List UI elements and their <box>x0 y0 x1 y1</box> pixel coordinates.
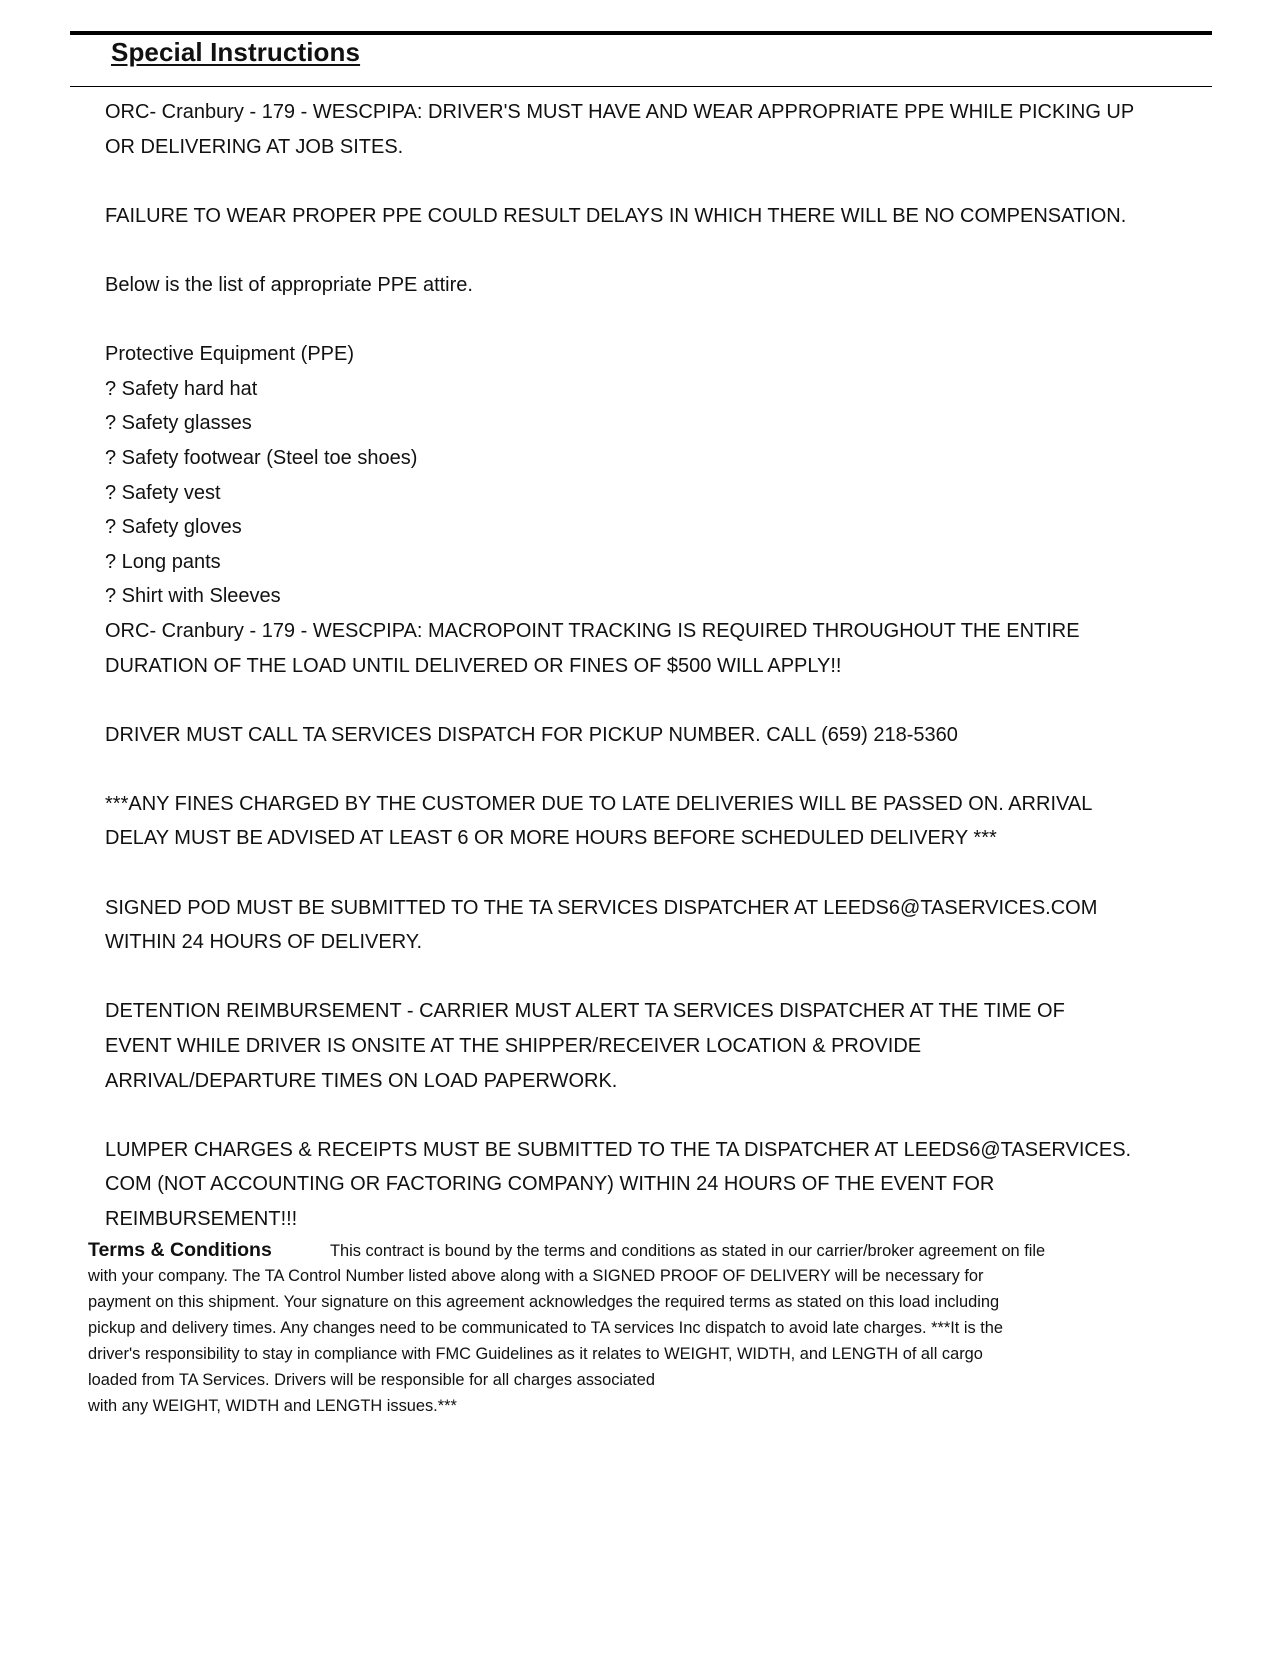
ppe-list-item: ? Safety footwear (Steel toe shoes) <box>105 446 418 469</box>
terms-and-conditions <box>88 1237 1188 1419</box>
instruction-line <box>105 856 1225 891</box>
ppe-list-item: ? Safety glasses <box>105 412 252 435</box>
terms-text-line: driver's responsibility to stay in compliance with FMC Guidelines as it relates to WEIGHT, WIDTH, and LENGTH of all cargo <box>88 1345 983 1363</box>
terms-text-line: with your company. The TA Control Number listed above along with a SIGNED PROOF OF DELIVERY will be necessary for <box>88 1267 984 1285</box>
instruction-line: EVENT WHILE DRIVER IS ONSITE AT THE SHIPPER/RECEIVER LOCATION & PROVIDE <box>105 1035 922 1058</box>
terms-text-line: payment on this shipment. Your signature on this agreement acknowledges the required terms as stated on this load including <box>88 1293 1000 1311</box>
instruction-line: ORC- Cranbury - 179 - WESCPIPA: MACROPOINT TRACKING IS REQUIRED THROUGHOUT THE ENTIRE <box>105 619 1080 642</box>
instruction-line: COM (NOT ACCOUNTING OR FACTORING COMPANY) WITHIN 24 HOURS OF THE EVENT FOR <box>105 1173 995 1196</box>
instruction-line: WITHIN 24 HOURS OF DELIVERY. <box>105 931 423 954</box>
instruction-line <box>105 233 1225 268</box>
terms-text-line: pickup and delivery times. Any changes need to be communicated to TA services Inc dispatch to avoid late charges. ***It is the <box>88 1319 1004 1337</box>
instruction-line: DETENTION REIMBURSEMENT - CARRIER MUST ALERT TA SERVICES DISPATCHER AT THE TIME OF <box>105 1000 1065 1023</box>
instruction-line: LUMPER CHARGES & RECEIPTS MUST BE SUBMITTED TO THE TA DISPATCHER AT LEEDS6@TASERVICES. <box>105 1138 1132 1161</box>
instruction-line: FAILURE TO WEAR PROPER PPE COULD RESULT DELAYS IN WHICH THERE WILL BE NO COMPENSATION. <box>105 204 1127 227</box>
instruction-line: DURATION OF THE LOAD UNTIL DELIVERED OR FINES OF $500 WILL APPLY!! <box>105 654 842 677</box>
instruction-line <box>105 1098 1225 1133</box>
ppe-list-item: ? Long pants <box>105 550 221 573</box>
instruction-line: SIGNED POD MUST BE SUBMITTED TO THE TA SERVICES DISPATCHER AT LEEDS6@TASERVICES.COM <box>105 896 1098 919</box>
instruction-line: DELAY MUST BE ADVISED AT LEAST 6 OR MORE HOURS BEFORE SCHEDULED DELIVERY *** <box>105 827 997 850</box>
instruction-line: REIMBURSEMENT!!! <box>105 1208 298 1230</box>
instruction-line: Protective Equipment (PPE) <box>105 343 354 366</box>
ppe-list-item: ? Safety vest <box>105 481 221 504</box>
instruction-line: DRIVER MUST CALL TA SERVICES DISPATCH FOR PICKUP NUMBER. CALL (659) 218-5360 <box>105 723 958 746</box>
instruction-line: Below is the list of appropriate PPE attire. <box>105 273 473 296</box>
instruction-line: ARRIVAL/DEPARTURE TIMES ON LOAD PAPERWORK. <box>105 1069 618 1092</box>
terms-first-line <box>88 1237 1188 1263</box>
section-title: Special Instructions <box>111 37 361 67</box>
instruction-line: ***ANY FINES CHARGED BY THE CUSTOMER DUE TO LATE DELIVERIES WILL BE PASSED ON. ARRIVAL <box>105 792 1093 815</box>
instruction-line: ORC- Cranbury - 179 - WESCPIPA: DRIVER'S MUST HAVE AND WEAR APPROPRIATE PPE WHILE PICKING UP <box>105 101 1135 123</box>
instruction-line <box>105 683 1225 718</box>
instruction-line <box>105 303 1225 338</box>
ppe-list-item: ? Safety hard hat <box>105 377 258 400</box>
terms-title: Terms & Conditions <box>88 1239 272 1261</box>
instruction-line <box>105 960 1225 995</box>
special-instructions-body <box>105 95 1225 1237</box>
instruction-line <box>105 752 1225 787</box>
terms-text: This contract is bound by the terms and conditions as stated in our carrier/broker agreement on file <box>330 1242 1046 1260</box>
title-divider <box>70 86 1212 87</box>
terms-text-line: loaded from TA Services. Drivers will be responsible for all charges associated <box>88 1371 655 1389</box>
ppe-list-item: ? Safety gloves <box>105 516 242 539</box>
terms-text-line: with any WEIGHT, WIDTH and LENGTH issues.*** <box>88 1397 457 1415</box>
instruction-line <box>105 164 1225 199</box>
ppe-list-item: ? Shirt with Sleeves <box>105 585 281 608</box>
instruction-line: OR DELIVERING AT JOB SITES. <box>105 135 404 158</box>
